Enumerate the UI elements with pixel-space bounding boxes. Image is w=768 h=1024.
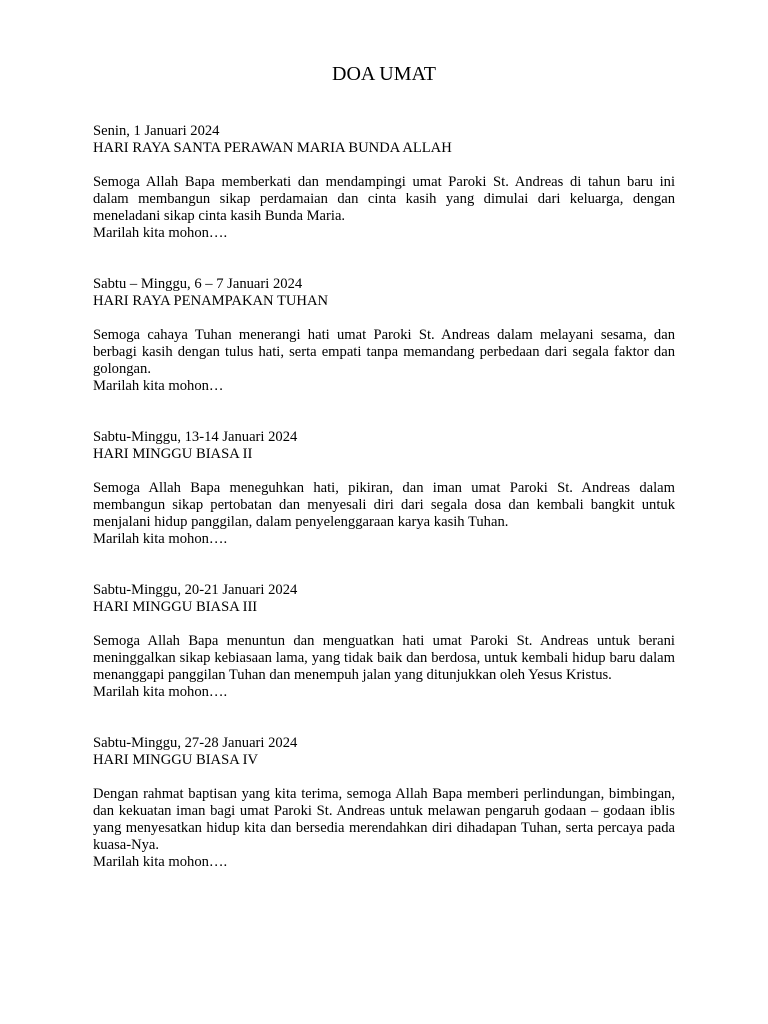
entry-prayer-text: Semoga Allah Bapa memberkati dan mendampingi umat Paroki St. Andreas di tahun baru ini dalam membangun sikap perdamaian dan cinta kasih yang dimulai dari keluarga, dengan meneladani sikap cinta kasih Bunda Maria. <box>93 174 675 224</box>
entry-prayer-text: Semoga Allah Bapa meneguhkan hati, pikiran, dan iman umat Paroki St. Andreas dalam membangun sikap pertobatan dan menyesali diri dari segala dosa dan kembali bangkit untuk menjalani hidup panggilan, dalam penyelenggaraan karya kasih Tuhan. <box>93 480 675 530</box>
prayer-entry <box>93 276 675 395</box>
entry-response: Marilah kita mohon…. <box>93 854 228 870</box>
entry-response: Marilah kita mohon… <box>93 378 224 394</box>
entry-date: Sabtu-Minggu, 27-28 Januari 2024 <box>93 735 298 751</box>
document-title: DOA UMAT <box>332 63 436 85</box>
prayer-entry <box>93 429 675 548</box>
entry-prayer-text: Semoga Allah Bapa menuntun dan menguatkan hati umat Paroki St. Andreas untuk berani meninggalkan sikap kebiasaan lama, yang tidak baik dan berdosa, untuk kembali hidup baru dalam menanggapi panggilan Tuhan dan menempuh jalan yang ditunjukkan oleh Yesus Kristus. <box>93 633 675 683</box>
document-body <box>93 123 675 871</box>
entry-feast: HARI MINGGU BIASA III <box>93 599 258 615</box>
prayer-entry <box>93 123 675 242</box>
prayer-entry <box>93 735 675 871</box>
entry-date: Sabtu – Minggu, 6 – 7 Januari 2024 <box>93 276 303 292</box>
entry-response: Marilah kita mohon…. <box>93 684 228 700</box>
entry-date: Sabtu-Minggu, 13-14 Januari 2024 <box>93 429 298 445</box>
entry-feast: HARI RAYA SANTA PERAWAN MARIA BUNDA ALLAH <box>93 140 452 156</box>
entry-prayer-text: Dengan rahmat baptisan yang kita terima, semoga Allah Bapa memberi perlindungan, bimbingan, dan kekuatan iman bagi umat Paroki St. Andreas untuk melawan pengaruh godaan – godaan iblis yang menyesatkan hidup kita dan bersedia merendahkan diri dihadapan Tuhan, serta percaya pada kuasa-Nya. <box>93 786 675 853</box>
prayer-entry <box>93 582 675 701</box>
entry-date: Sabtu-Minggu, 20-21 Januari 2024 <box>93 582 298 598</box>
entry-feast: HARI RAYA PENAMPAKAN TUHAN <box>93 293 329 309</box>
entry-response: Marilah kita mohon…. <box>93 225 228 241</box>
entry-date: Senin, 1 Januari 2024 <box>93 123 220 139</box>
entry-response: Marilah kita mohon…. <box>93 531 228 547</box>
entry-feast: HARI MINGGU BIASA IV <box>93 752 258 768</box>
entry-prayer-text: Semoga cahaya Tuhan menerangi hati umat Paroki St. Andreas dalam melayani sesama, dan berbagi kasih dengan tulus hati, serta empati tanpa memandang perbedaan dari segala faktor dan golongan. <box>93 327 675 377</box>
entry-feast: HARI MINGGU BIASA II <box>93 446 253 462</box>
